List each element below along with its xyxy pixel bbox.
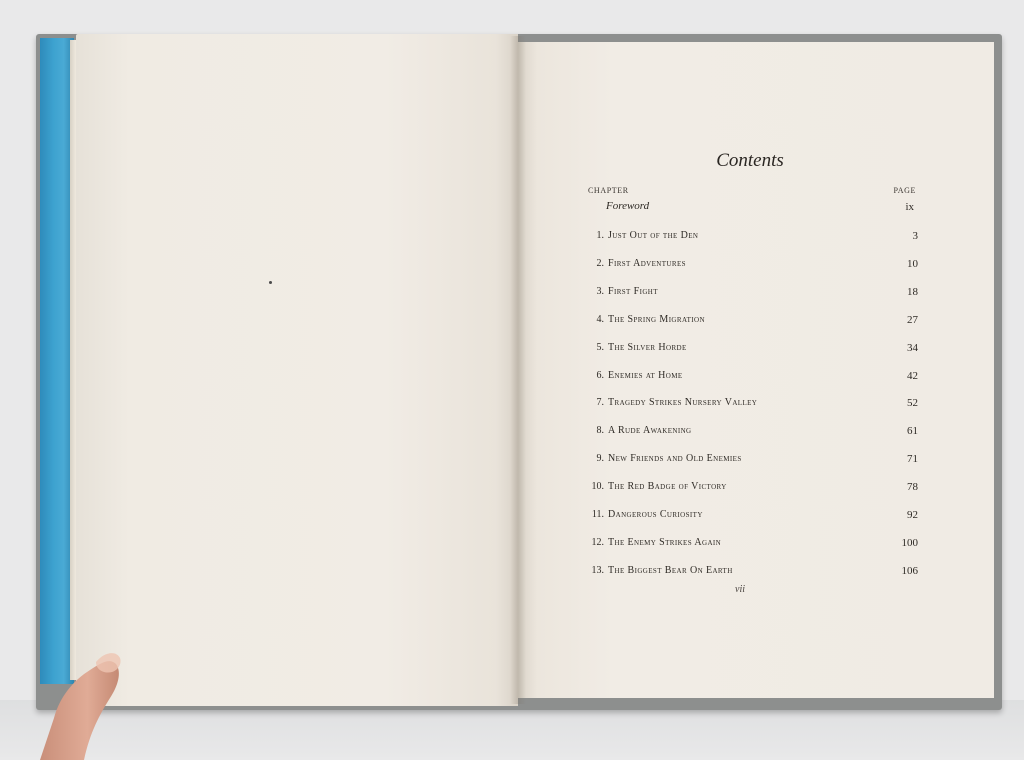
toc-entry-number: 9.	[596, 453, 604, 465]
toc-entry-title: First Adventures	[608, 257, 686, 269]
toc-entry-title: The Biggest Bear On Earth	[608, 564, 733, 576]
toc-entry-page: 106	[901, 564, 918, 577]
toc-entry-number: 5.	[596, 341, 604, 353]
toc-entry-number: 3.	[596, 285, 604, 297]
toc-entry-page: 10	[907, 257, 918, 270]
page-column-label: PAGE	[893, 186, 916, 195]
toc-entry-number: 4.	[596, 313, 604, 325]
toc-entry-title: Just Out of the Den	[608, 230, 699, 241]
toc-entry-page: 78	[907, 481, 918, 494]
book-gutter	[510, 36, 526, 704]
toc-entry-title: The Silver Horde	[608, 341, 687, 353]
toc-entry	[588, 230, 918, 246]
toc-entry-number: 7.	[596, 397, 604, 409]
toc-entry-number: 1.	[596, 230, 604, 241]
toc-entry-title: Enemies at Home	[608, 369, 683, 381]
toc-entry	[588, 509, 918, 525]
thumb-holding-page	[40, 640, 124, 760]
toc-entry-title: New Friends and Old Enemies	[608, 453, 742, 465]
toc-entry-title: The Spring Migration	[608, 313, 705, 325]
toc-entry-page: 27	[907, 313, 918, 326]
toc-entry	[588, 481, 918, 497]
toc-entry	[588, 370, 918, 386]
page-folio: vii	[735, 584, 745, 595]
toc-entry-title: The Red Badge of Victory	[608, 481, 727, 493]
book-spine-cloth	[40, 38, 74, 684]
toc-entry	[588, 453, 918, 469]
toc-entry-number: 8.	[596, 425, 604, 437]
toc-entry-title: The Enemy Strikes Again	[608, 536, 722, 548]
toc-entry-title: First Fight	[608, 285, 658, 297]
toc-entry-title: Dangerous Curiosity	[608, 509, 703, 520]
toc-entry	[588, 565, 918, 581]
toc-entry-page: 18	[907, 285, 918, 298]
toc-entry-page: 100	[901, 536, 918, 549]
toc-entry	[588, 258, 918, 274]
foreword-entry-page: ix	[905, 201, 914, 213]
toc-entry	[588, 286, 918, 302]
toc-entry-page: 92	[907, 509, 918, 521]
contents-heading: Contents	[716, 150, 784, 171]
toc-entry-number: 10.	[591, 481, 604, 493]
toc-entry-number: 12.	[591, 536, 604, 548]
toc-entry-title: A Rude Awakening	[608, 425, 692, 437]
toc-entry	[588, 537, 918, 553]
paper-speck	[269, 281, 272, 284]
left-blank-page	[76, 34, 518, 706]
toc-entry	[588, 342, 918, 358]
toc-entry-page: 61	[907, 425, 918, 438]
chapter-column-label: CHAPTER	[588, 186, 629, 195]
toc-entry-number: 11.	[591, 509, 604, 520]
foreword-entry-title: Foreword	[606, 200, 650, 212]
toc-entry-number: 13.	[591, 564, 604, 576]
toc-entry	[588, 425, 918, 441]
toc-entry-page: 3	[912, 230, 918, 242]
toc-entry-page: 42	[907, 369, 918, 382]
toc-entry-title: Tragedy Strikes Nursery Valley	[608, 397, 758, 409]
toc-entry-number: 2.	[596, 257, 604, 269]
toc-entry-page: 52	[907, 397, 918, 410]
toc-entry	[588, 314, 918, 330]
toc-entry-page: 34	[907, 341, 918, 354]
toc-entry	[588, 397, 918, 413]
toc-entry-number: 6.	[596, 369, 604, 381]
toc-entry-page: 71	[907, 453, 918, 466]
